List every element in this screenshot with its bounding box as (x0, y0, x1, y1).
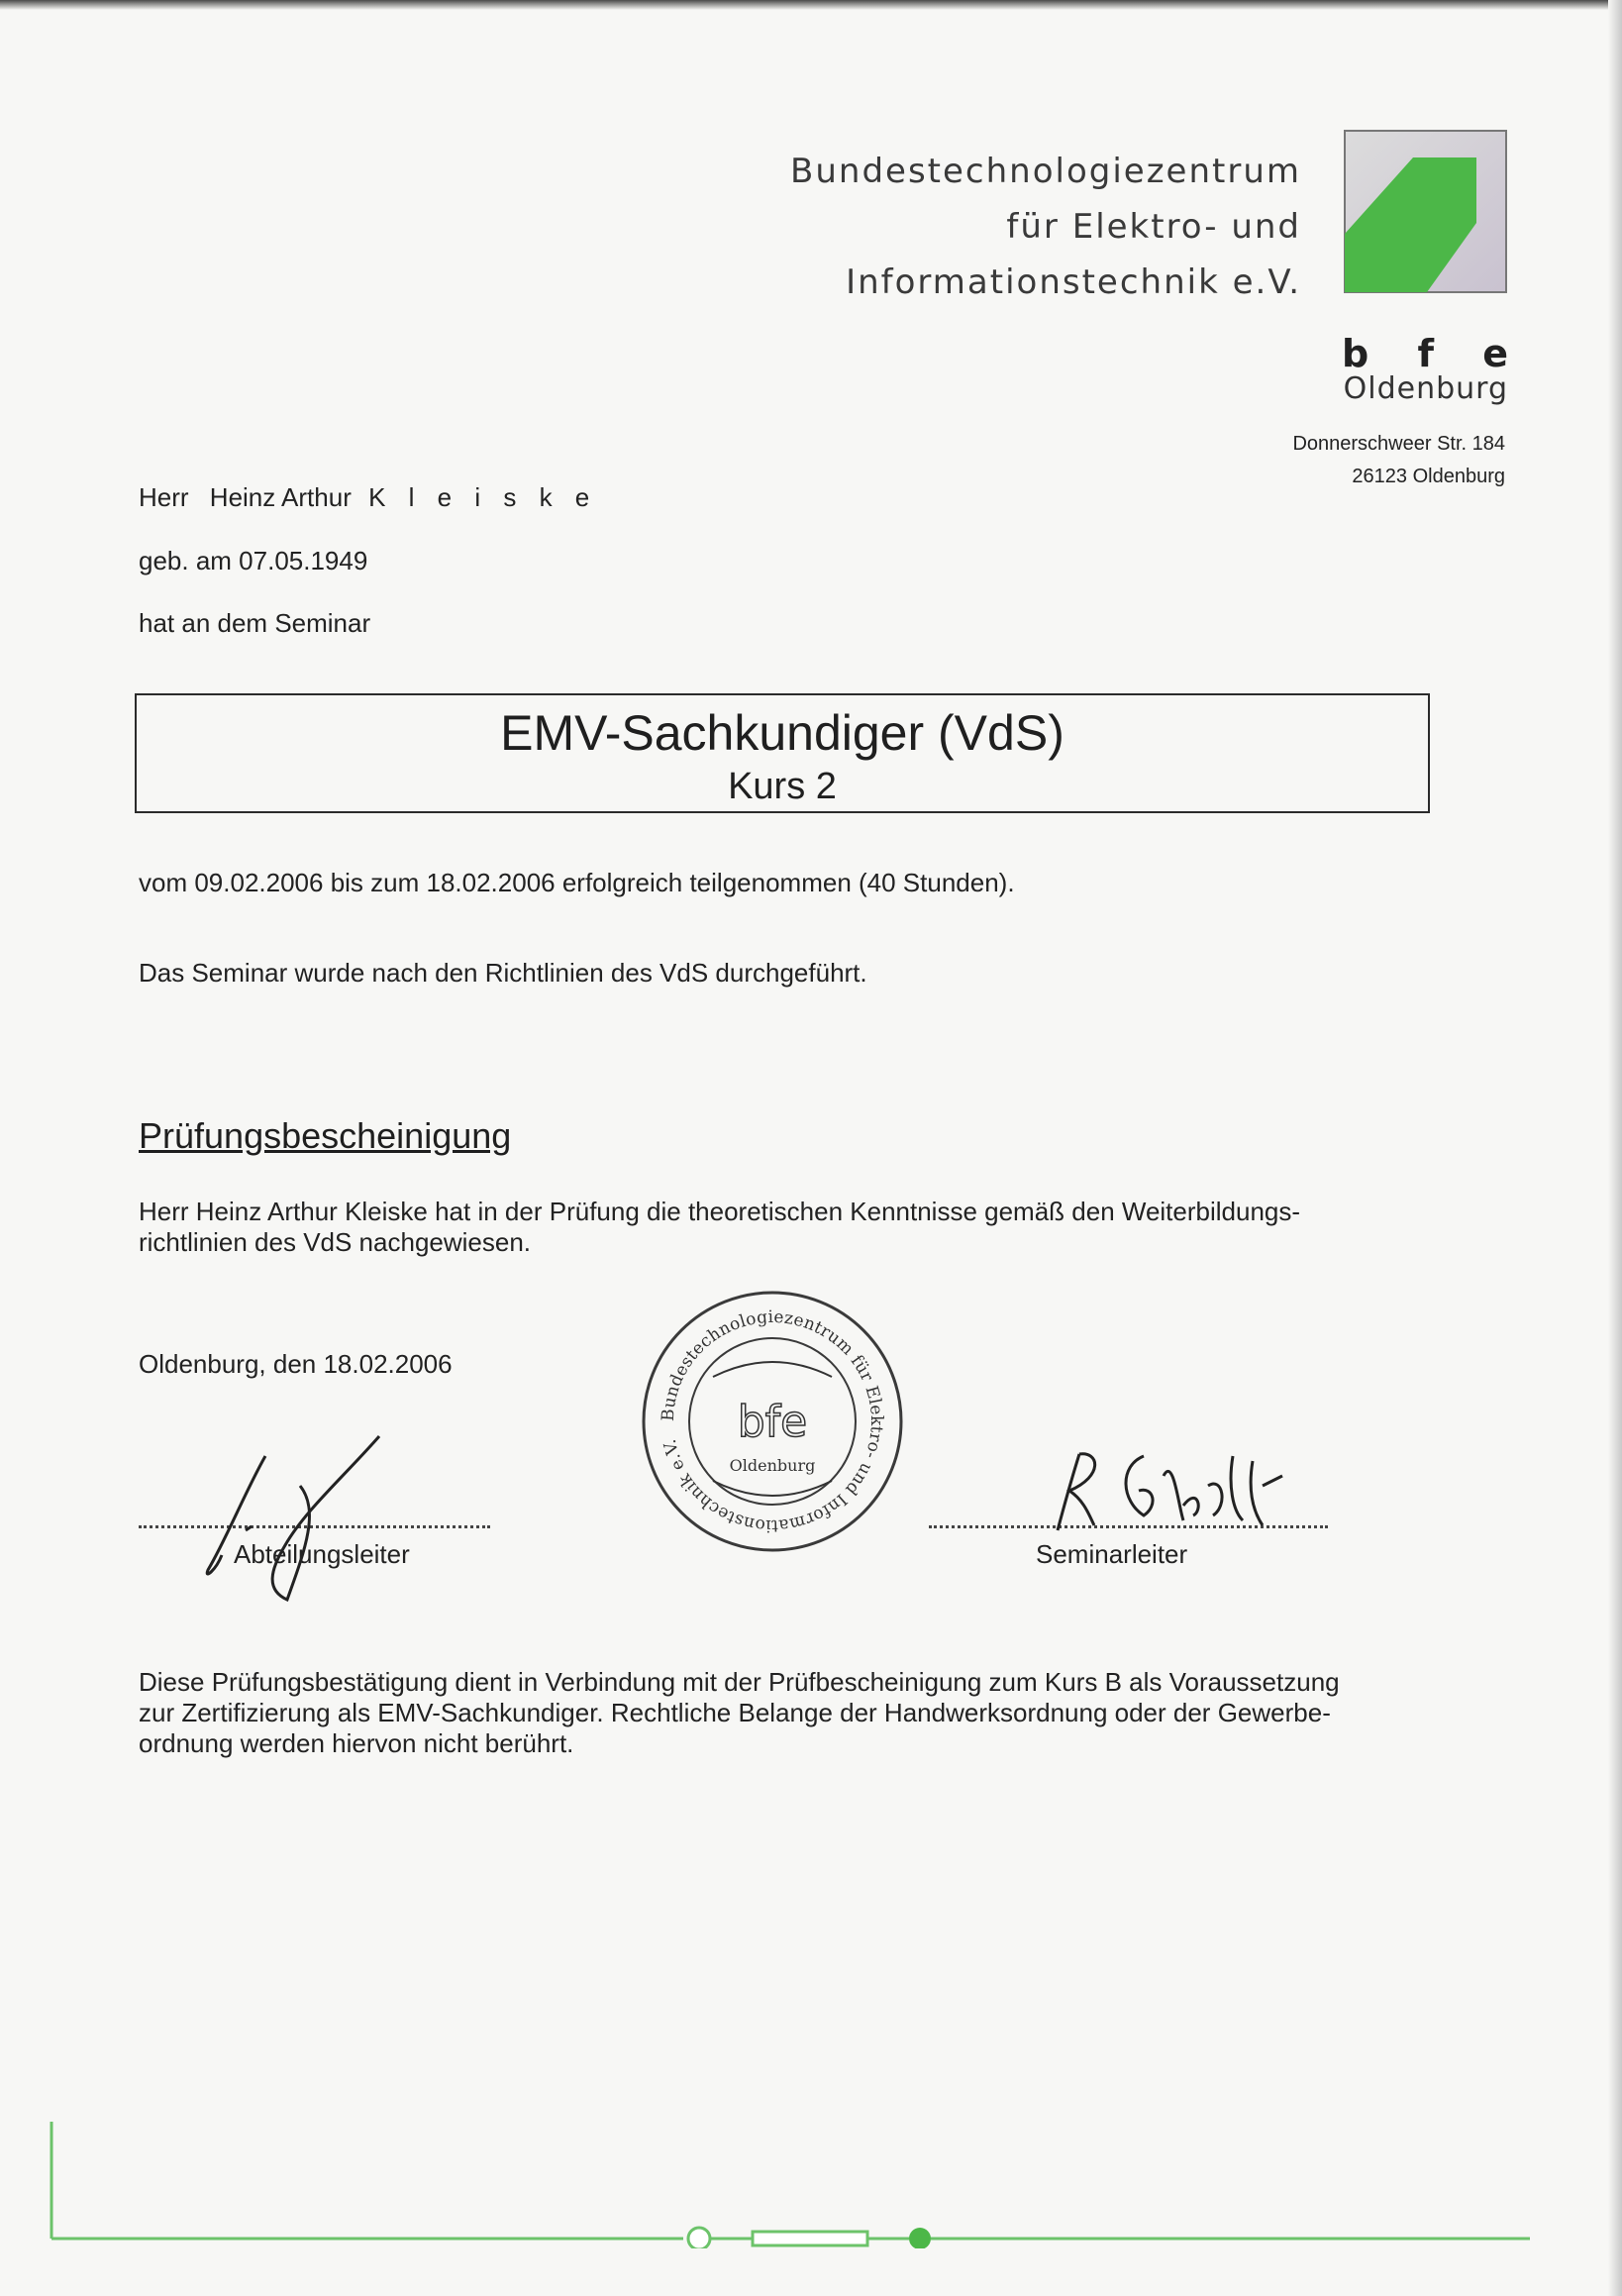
scan-right-edge (1608, 0, 1622, 2296)
stamp-city: Oldenburg (729, 1456, 816, 1475)
footnote-line-1: Diese Prüfungsbestätigung dient in Verbindung mit der Prüfbescheinigung zum Kurs B als Voraussetzung (139, 1667, 1340, 1697)
exam-heading: Prüfungsbescheinigung (139, 1115, 512, 1156)
footnote-line-2: zur Zertifizierung als EMV-Sachkundiger. Rechtliche Belange der Handwerksordnung oder der Gewerbe- (139, 1698, 1331, 1727)
org-line-1: Bundestechnologiezentrum (790, 152, 1301, 191)
stamp-ring-text: Bundestechnologiezentrum für Elektro- und Informationstechnik e.V. (658, 1306, 887, 1536)
footnote-line-3: ordnung werden hiervon nicht berührt. (139, 1728, 574, 1758)
official-stamp (639, 1288, 906, 1555)
dates-line: vom 09.02.2006 bis zum 18.02.2006 erfolgreich teilgenommen (40 Stunden). (139, 868, 1015, 897)
organization-name (790, 144, 1301, 310)
bfe-letter-f: f (1417, 332, 1434, 375)
birth-date-line: geb. am 07.05.1949 (139, 546, 368, 575)
surname: K l e i s k e (368, 482, 598, 512)
exam-line-2: richtlinien des VdS nachgewiesen. (139, 1227, 532, 1257)
exam-paragraph (139, 1197, 1300, 1258)
left-signature-role: Abteilungsleiter (234, 1539, 410, 1569)
footer-open-dot-icon (688, 2228, 710, 2248)
seminar-intro-line: hat an dem Seminar (139, 608, 371, 638)
first-names: Heinz Arthur (209, 482, 352, 512)
org-line-3: Informationstechnik e.V. (846, 262, 1301, 302)
left-signature (196, 1431, 394, 1605)
stamp-center-text: bfe (737, 1397, 808, 1447)
address-block (1292, 428, 1505, 493)
bfe-wordmark (1342, 332, 1508, 375)
right-signature (1050, 1446, 1287, 1545)
footnote-paragraph (139, 1667, 1340, 1759)
right-signature-role: Seminarleiter (1036, 1539, 1188, 1569)
footer-decoration (0, 2110, 1622, 2248)
bfe-letter-b: b (1342, 332, 1369, 375)
salutation: Herr (139, 482, 189, 512)
scan-top-edge (0, 0, 1622, 10)
course-subtitle: Kurs 2 (728, 766, 837, 807)
bfe-city: Oldenburg (1343, 371, 1508, 406)
bfe-letter-e: e (1482, 332, 1508, 375)
course-title: EMV-Sachkundiger (VdS) (500, 705, 1064, 761)
footer-bar-icon (753, 2232, 867, 2245)
recipient-name-line (139, 482, 597, 513)
course-box (135, 693, 1430, 813)
bfe-logo-icon (1344, 130, 1507, 293)
address-street: Donnerschweer Str. 184 (1292, 433, 1505, 455)
org-line-2: für Elektro- und (1006, 207, 1301, 247)
address-zip-city: 26123 Oldenburg (1352, 466, 1505, 487)
exam-line-1: Herr Heinz Arthur Kleiske hat in der Prüfung die theoretischen Kenntnisse gemäß den Weiterbildungs- (139, 1197, 1301, 1226)
guidelines-line: Das Seminar wurde nach den Richtlinien des VdS durchgeführt. (139, 958, 867, 988)
place-date-line: Oldenburg, den 18.02.2006 (139, 1349, 453, 1379)
footer-filled-dot-icon (909, 2228, 931, 2248)
